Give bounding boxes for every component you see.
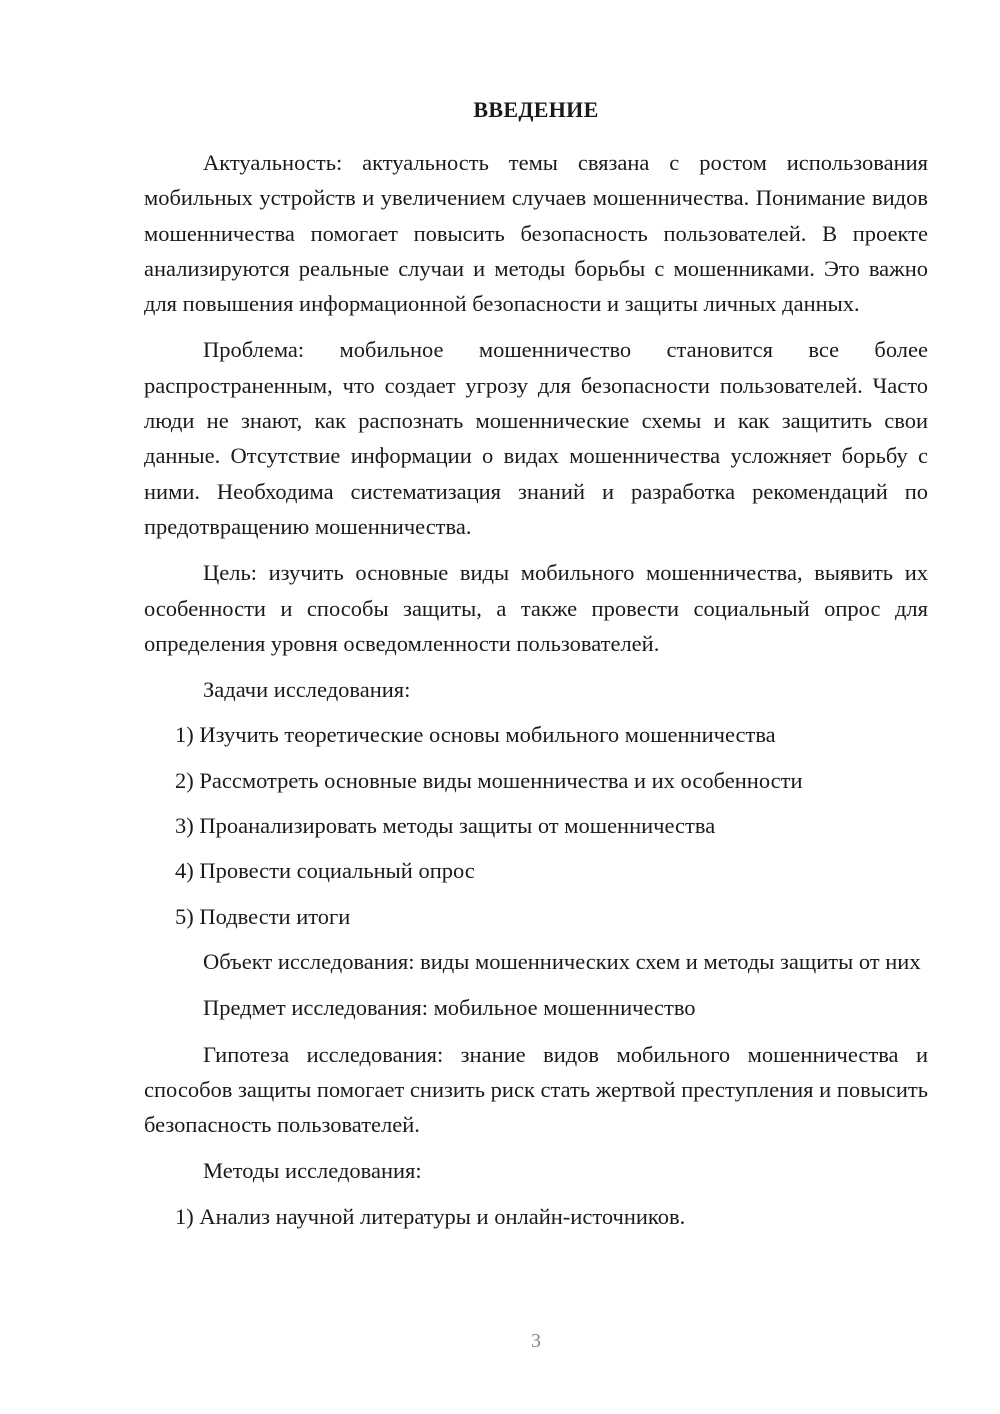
list-item: 4) Провести социальный опрос <box>175 858 475 884</box>
list-item: 1) Изучить теоретические основы мобильного мошенничества <box>175 722 776 748</box>
page-number: 3 <box>531 1330 541 1352</box>
list-item: 2) Рассмотреть основные виды мошенничества и их особенности <box>175 767 803 793</box>
section-title: ВВЕДЕНИЕ <box>473 97 599 122</box>
tasks-heading: Задачи исследования: <box>203 677 411 703</box>
document-page <box>144 95 928 1244</box>
methods-list <box>144 1199 928 1234</box>
list-item: 1) Анализ научной литературы и онлайн-источников. <box>175 1203 686 1229</box>
relevance-paragraph: Актуальность: актуальность темы связана с ростом использования мобильных устройств и увеличением случаев мошенничества. Понимание видов мошенничества помогает повысить безопасность пользователей. В проекте анализируются реальные случаи и методы борьбы с мошенниками. Это важно для повышения информационной безопасности и защиты личных данных. <box>144 150 928 317</box>
list-item: 5) Подвести итоги <box>175 903 351 929</box>
list-item: 3) Проанализировать методы защиты от мошенничества <box>175 813 716 839</box>
subject-paragraph: Предмет исследования: мобильное мошенничество <box>203 995 696 1021</box>
hypothesis-paragraph: Гипотеза исследования: знание видов мобильного мошенничества и способов защиты помогает снизить риск стать жертвой преступления и повысить безопасность пользователей. <box>144 1041 928 1138</box>
problem-paragraph: Проблема: мобильное мошенничество становится все более распространенным, что создает угрозу для безопасности пользователей. Часто люди не знают, как распознать мошеннические схемы и как защитить свои данные. Отсутствие информации о видах мошенничества усложняет борьбу с ними. Необходима систематизация знаний и разработка рекомендаций по предотвращению мошенничества. <box>144 337 928 539</box>
tasks-list <box>144 717 928 933</box>
object-paragraph: Объект исследования: виды мошеннических схем и методы защиты от них <box>203 948 921 974</box>
methods-heading: Методы исследования: <box>203 1158 422 1184</box>
goal-paragraph: Цель: изучить основные виды мобильного мошенничества, выявить их особенности и способы защиты, а также провести социальный опрос для определения уровня осведомленности пользователей. <box>144 560 928 656</box>
